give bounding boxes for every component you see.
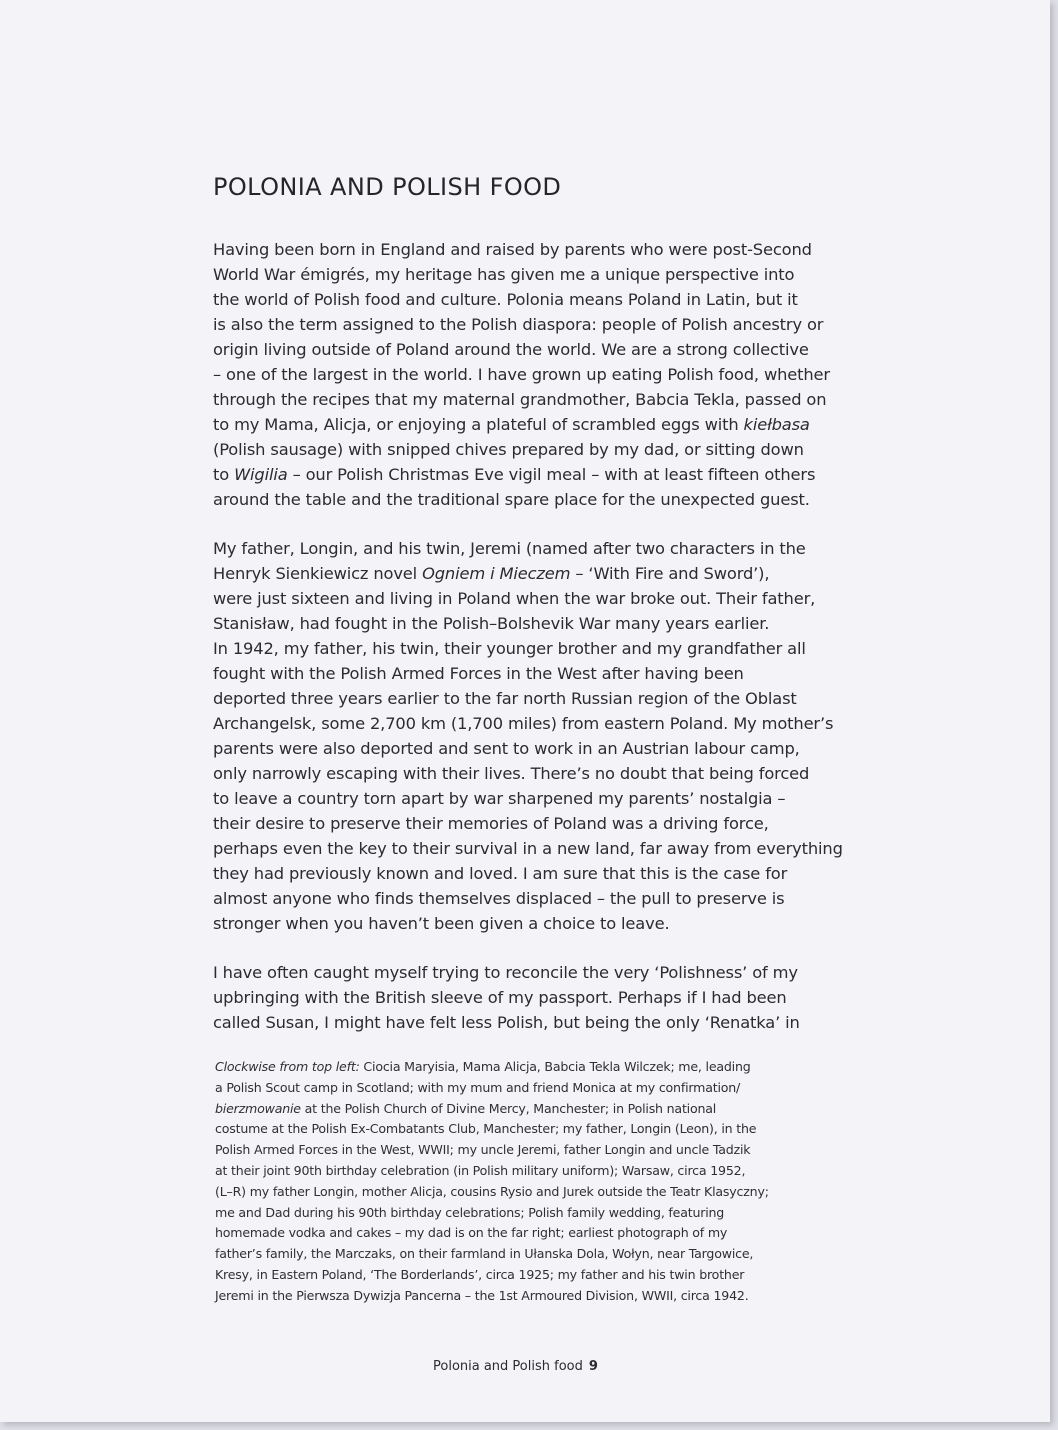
caption-line	[215, 1223, 835, 1244]
paragraph-line	[213, 960, 833, 985]
text-run: Archangelsk, some 2,700 km (1,700 miles) from eastern Poland. My mother’s	[213, 714, 834, 733]
text-run: costume at the Polish Ex-Combatants Club, Manchester; my father, Longin (Leon), in the	[215, 1121, 757, 1137]
text-run: In 1942, my father, his twin, their younger brother and my grandfather all	[213, 639, 806, 658]
caption-line	[215, 1119, 835, 1140]
text-run: – ‘With Fire and Sword’),	[570, 564, 770, 583]
page-title: POLONIA AND POLISH FOOD	[213, 173, 562, 201]
caption-line	[215, 1203, 835, 1224]
text-run: (Polish sausage) with snipped chives prepared by my dad, or sitting down	[213, 440, 804, 459]
text-run: parents were also deported and sent to work in an Austrian labour camp,	[213, 739, 800, 758]
text-run: Jeremi in the Pierwsza Dywizja Pancerna – the 1st Armoured Division, WWII, circa 1942.	[215, 1287, 749, 1303]
paragraph-line	[213, 886, 833, 911]
text-run: homemade vodka and cakes – my dad is on the far right; earliest photograph of my	[215, 1225, 728, 1241]
paragraph-line	[213, 786, 833, 811]
text-run: is also the term assigned to the Polish diaspora: people of Polish ancestry or	[213, 315, 824, 334]
text-run: Henryk Sienkiewicz novel	[213, 564, 423, 583]
paragraph-line	[213, 661, 833, 686]
paragraph-line	[213, 362, 833, 387]
caption-line	[215, 1078, 835, 1099]
paragraph-line	[213, 911, 833, 936]
photo-caption	[215, 1057, 835, 1307]
paragraph-line	[213, 437, 833, 462]
caption-line	[215, 1244, 835, 1265]
text-run: upbringing with the British sleeve of my passport. Perhaps if I had been	[213, 988, 787, 1007]
caption-line	[215, 1182, 835, 1203]
paragraph-line	[213, 337, 833, 362]
text-run: the world of Polish food and culture. Polonia means Poland in Latin, but it	[213, 290, 798, 309]
caption-line	[215, 1286, 835, 1307]
paragraph-line	[213, 611, 833, 636]
paragraph-line	[213, 287, 833, 312]
italic-text: bierzmowanie	[215, 1100, 301, 1116]
text-run: called Susan, I might have felt less Polish, but being the only ‘Renatka’ in	[213, 1013, 800, 1032]
running-title: Polonia and Polish food	[433, 1359, 583, 1374]
caption-line	[215, 1140, 835, 1161]
italic-text: Clockwise from top left:	[215, 1059, 360, 1074]
text-run: me and Dad during his 90th birthday celebrations; Polish family wedding, featuring	[215, 1204, 725, 1220]
page-footer	[433, 1359, 598, 1374]
paragraph-line	[213, 312, 833, 337]
caption-line	[215, 1099, 835, 1120]
paragraph-line	[213, 686, 833, 711]
text-run: almost anyone who finds themselves displaced – the pull to preserve is	[213, 889, 785, 908]
paragraph-line	[213, 636, 833, 661]
caption-line	[215, 1265, 835, 1286]
text-run: a Polish Scout camp in Scotland; with my mum and friend Monica at my confirmation/	[215, 1079, 741, 1095]
paragraph-line	[213, 487, 833, 512]
body-paragraph	[213, 237, 833, 512]
page-content	[213, 170, 843, 1059]
paragraph-line	[213, 1010, 833, 1035]
text-run: fought with the Polish Armed Forces in the West after having been	[213, 664, 744, 683]
caption-line	[215, 1161, 835, 1182]
italic-text: kiełbasa	[743, 415, 810, 434]
paragraph-line	[213, 836, 843, 861]
text-run: their desire to preserve their memories of Poland was a driving force,	[213, 814, 769, 833]
paragraph-line	[213, 387, 833, 412]
text-run: Having been born in England and raised by parents who were post-Second	[213, 240, 812, 259]
text-run: they had previously known and loved. I am sure that this is the case for	[213, 864, 788, 883]
text-run: deported three years earlier to the far north Russian region of the Oblast	[213, 689, 797, 708]
text-run: Kresy, in Eastern Poland, ‘The Borderlands’, circa 1925; my father and his twin brother	[215, 1266, 745, 1282]
paragraph-line	[213, 237, 833, 262]
text-run: stronger when you haven’t been given a choice to leave.	[213, 914, 670, 933]
text-run: Stanisław, had fought in the Polish–Bolshevik War many years earlier.	[213, 614, 770, 633]
paragraph-line	[213, 811, 833, 836]
paragraph-line	[213, 861, 833, 886]
body-paragraph	[213, 536, 843, 936]
text-run: – one of the largest in the world. I have grown up eating Polish food, whether	[213, 365, 830, 384]
body-paragraph	[213, 960, 833, 1035]
paragraph-line	[213, 586, 833, 611]
text-run: Polish Armed Forces in the West, WWII; my uncle Jeremi, father Longin and uncle Tadzik	[215, 1142, 751, 1158]
text-run: perhaps even the key to their survival in a new land, far away from everything	[213, 839, 843, 858]
body-text	[213, 237, 843, 1035]
page-number: 9	[588, 1359, 598, 1374]
text-run: World War émigrés, my heritage has given me a unique perspective into	[213, 265, 795, 284]
text-run: origin living outside of Poland around the world. We are a strong collective	[213, 340, 809, 359]
text-run: were just sixteen and living in Poland when the war broke out. Their father,	[213, 589, 816, 608]
text-run: at their joint 90th birthday celebration (in Polish military uniform); Warsaw, circa 1952,	[215, 1162, 746, 1178]
text-run: father’s family, the Marczaks, on their farmland in Ułanska Dola, Wołyn, near Targowice,	[215, 1246, 754, 1262]
text-run: I have often caught myself trying to reconcile the very ‘Polishness’ of my	[213, 963, 798, 982]
paragraph-line	[213, 736, 833, 761]
text-run: at the Polish Church of Divine Mercy, Manchester; in Polish national	[300, 1100, 717, 1116]
text-run: to leave a country torn apart by war sharpened my parents’ nostalgia –	[213, 789, 786, 808]
italic-text: Ogniem i Mieczem	[422, 564, 571, 583]
text-run: – our Polish Christmas Eve vigil meal – with at least fifteen others	[287, 465, 816, 484]
italic-text: Wigilia	[234, 465, 288, 484]
paragraph-line	[213, 985, 833, 1010]
text-run: to my Mama, Alicja, or enjoying a plateful of scrambled eggs with	[213, 415, 744, 434]
paragraph-line	[213, 561, 833, 586]
text-run: around the table and the traditional spare place for the unexpected guest.	[213, 490, 810, 509]
text-run: Ciocia Maryisia, Mama Alicja, Babcia Tekla Wilczek; me, leading	[359, 1059, 751, 1074]
paragraph-line	[213, 711, 833, 736]
text-run: My father, Longin, and his twin, Jeremi (named after two characters in the	[213, 539, 806, 558]
paragraph-line	[213, 462, 833, 487]
paragraph-line	[213, 761, 833, 786]
paragraph-line	[213, 412, 833, 437]
text-run: to	[213, 465, 235, 484]
text-run: (L–R) my father Longin, mother Alicja, cousins Rysio and Jurek outside the Teatr Klasyczny;	[215, 1183, 769, 1199]
caption-line	[215, 1057, 835, 1078]
text-run: only narrowly escaping with their lives. There’s no doubt that being forced	[213, 764, 810, 783]
paragraph-line	[213, 536, 833, 561]
text-run: through the recipes that my maternal grandmother, Babcia Tekla, passed on	[213, 390, 827, 409]
paragraph-line	[213, 262, 833, 287]
